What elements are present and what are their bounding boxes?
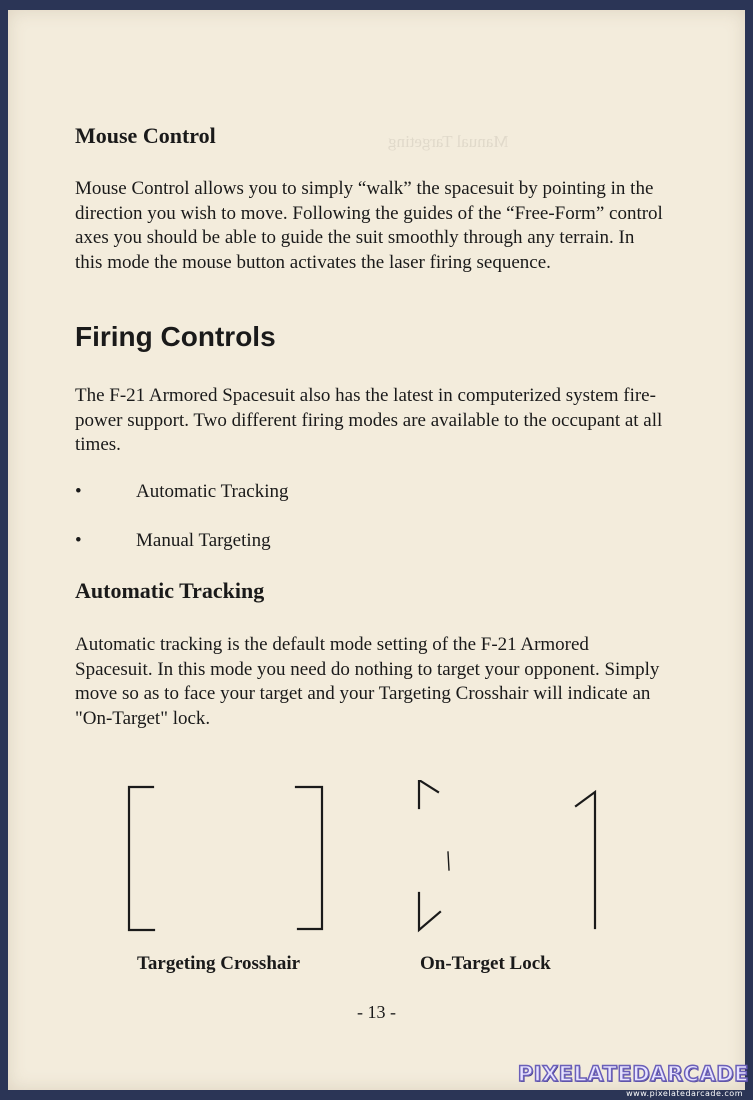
mouse-control-paragraph: Mouse Control allows you to simply “walk” the spacesuit by pointing in the direction you wish to move. Following the guides of the “Free-Form” control axes you should be able to guide the suit smoothly through any terrain. In this mode the mouse button activates the laser firing sequence. bbox=[75, 178, 663, 273]
lock-right-bracket bbox=[576, 792, 595, 928]
firing-mode-label: Automatic Tracking bbox=[136, 481, 289, 502]
crosshair-right-bracket bbox=[296, 787, 322, 929]
watermark-url: www.pixelatedarcade.com bbox=[626, 1089, 743, 1098]
manual-page bbox=[8, 10, 745, 1090]
crosshair-diagram bbox=[118, 780, 638, 950]
firing-controls-paragraph: The F-21 Armored Spacesuit also has the latest in computerized system fire-power support. Two different firing modes are available to the occupant at all times. bbox=[75, 385, 663, 455]
watermark-logo: PIXELATEDARCADE bbox=[517, 1062, 749, 1086]
mouse-control-heading: Mouse Control bbox=[75, 123, 216, 148]
bullet-marker: • bbox=[75, 530, 82, 551]
lock-left-bottom-corner bbox=[419, 893, 440, 930]
targeting-crosshair-icon bbox=[129, 787, 322, 930]
on-target-lock-caption: On-Target Lock bbox=[420, 953, 551, 974]
page-number: - 13 - bbox=[357, 1002, 396, 1022]
lock-center-mark bbox=[448, 852, 449, 870]
bullet-marker: • bbox=[75, 481, 82, 502]
automatic-tracking-paragraph: Automatic tracking is the default mode setting of the F-21 Armored Spacesuit. In this mode you need do nothing to target your opponent. Simply move so as to face your target and your Targeting Crosshair will indicate an "On-Target" lock. bbox=[75, 634, 660, 729]
firing-mode-label: Manual Targeting bbox=[136, 530, 271, 551]
crosshair-left-bracket bbox=[129, 787, 154, 930]
targeting-crosshair-caption: Targeting Crosshair bbox=[137, 953, 301, 974]
bleed-through-text: Manual Targeting bbox=[388, 132, 509, 151]
lock-left-top-corner bbox=[419, 780, 438, 808]
on-target-lock-icon bbox=[419, 780, 595, 930]
automatic-tracking-heading: Automatic Tracking bbox=[75, 578, 265, 603]
firing-controls-heading: Firing Controls bbox=[75, 321, 276, 352]
